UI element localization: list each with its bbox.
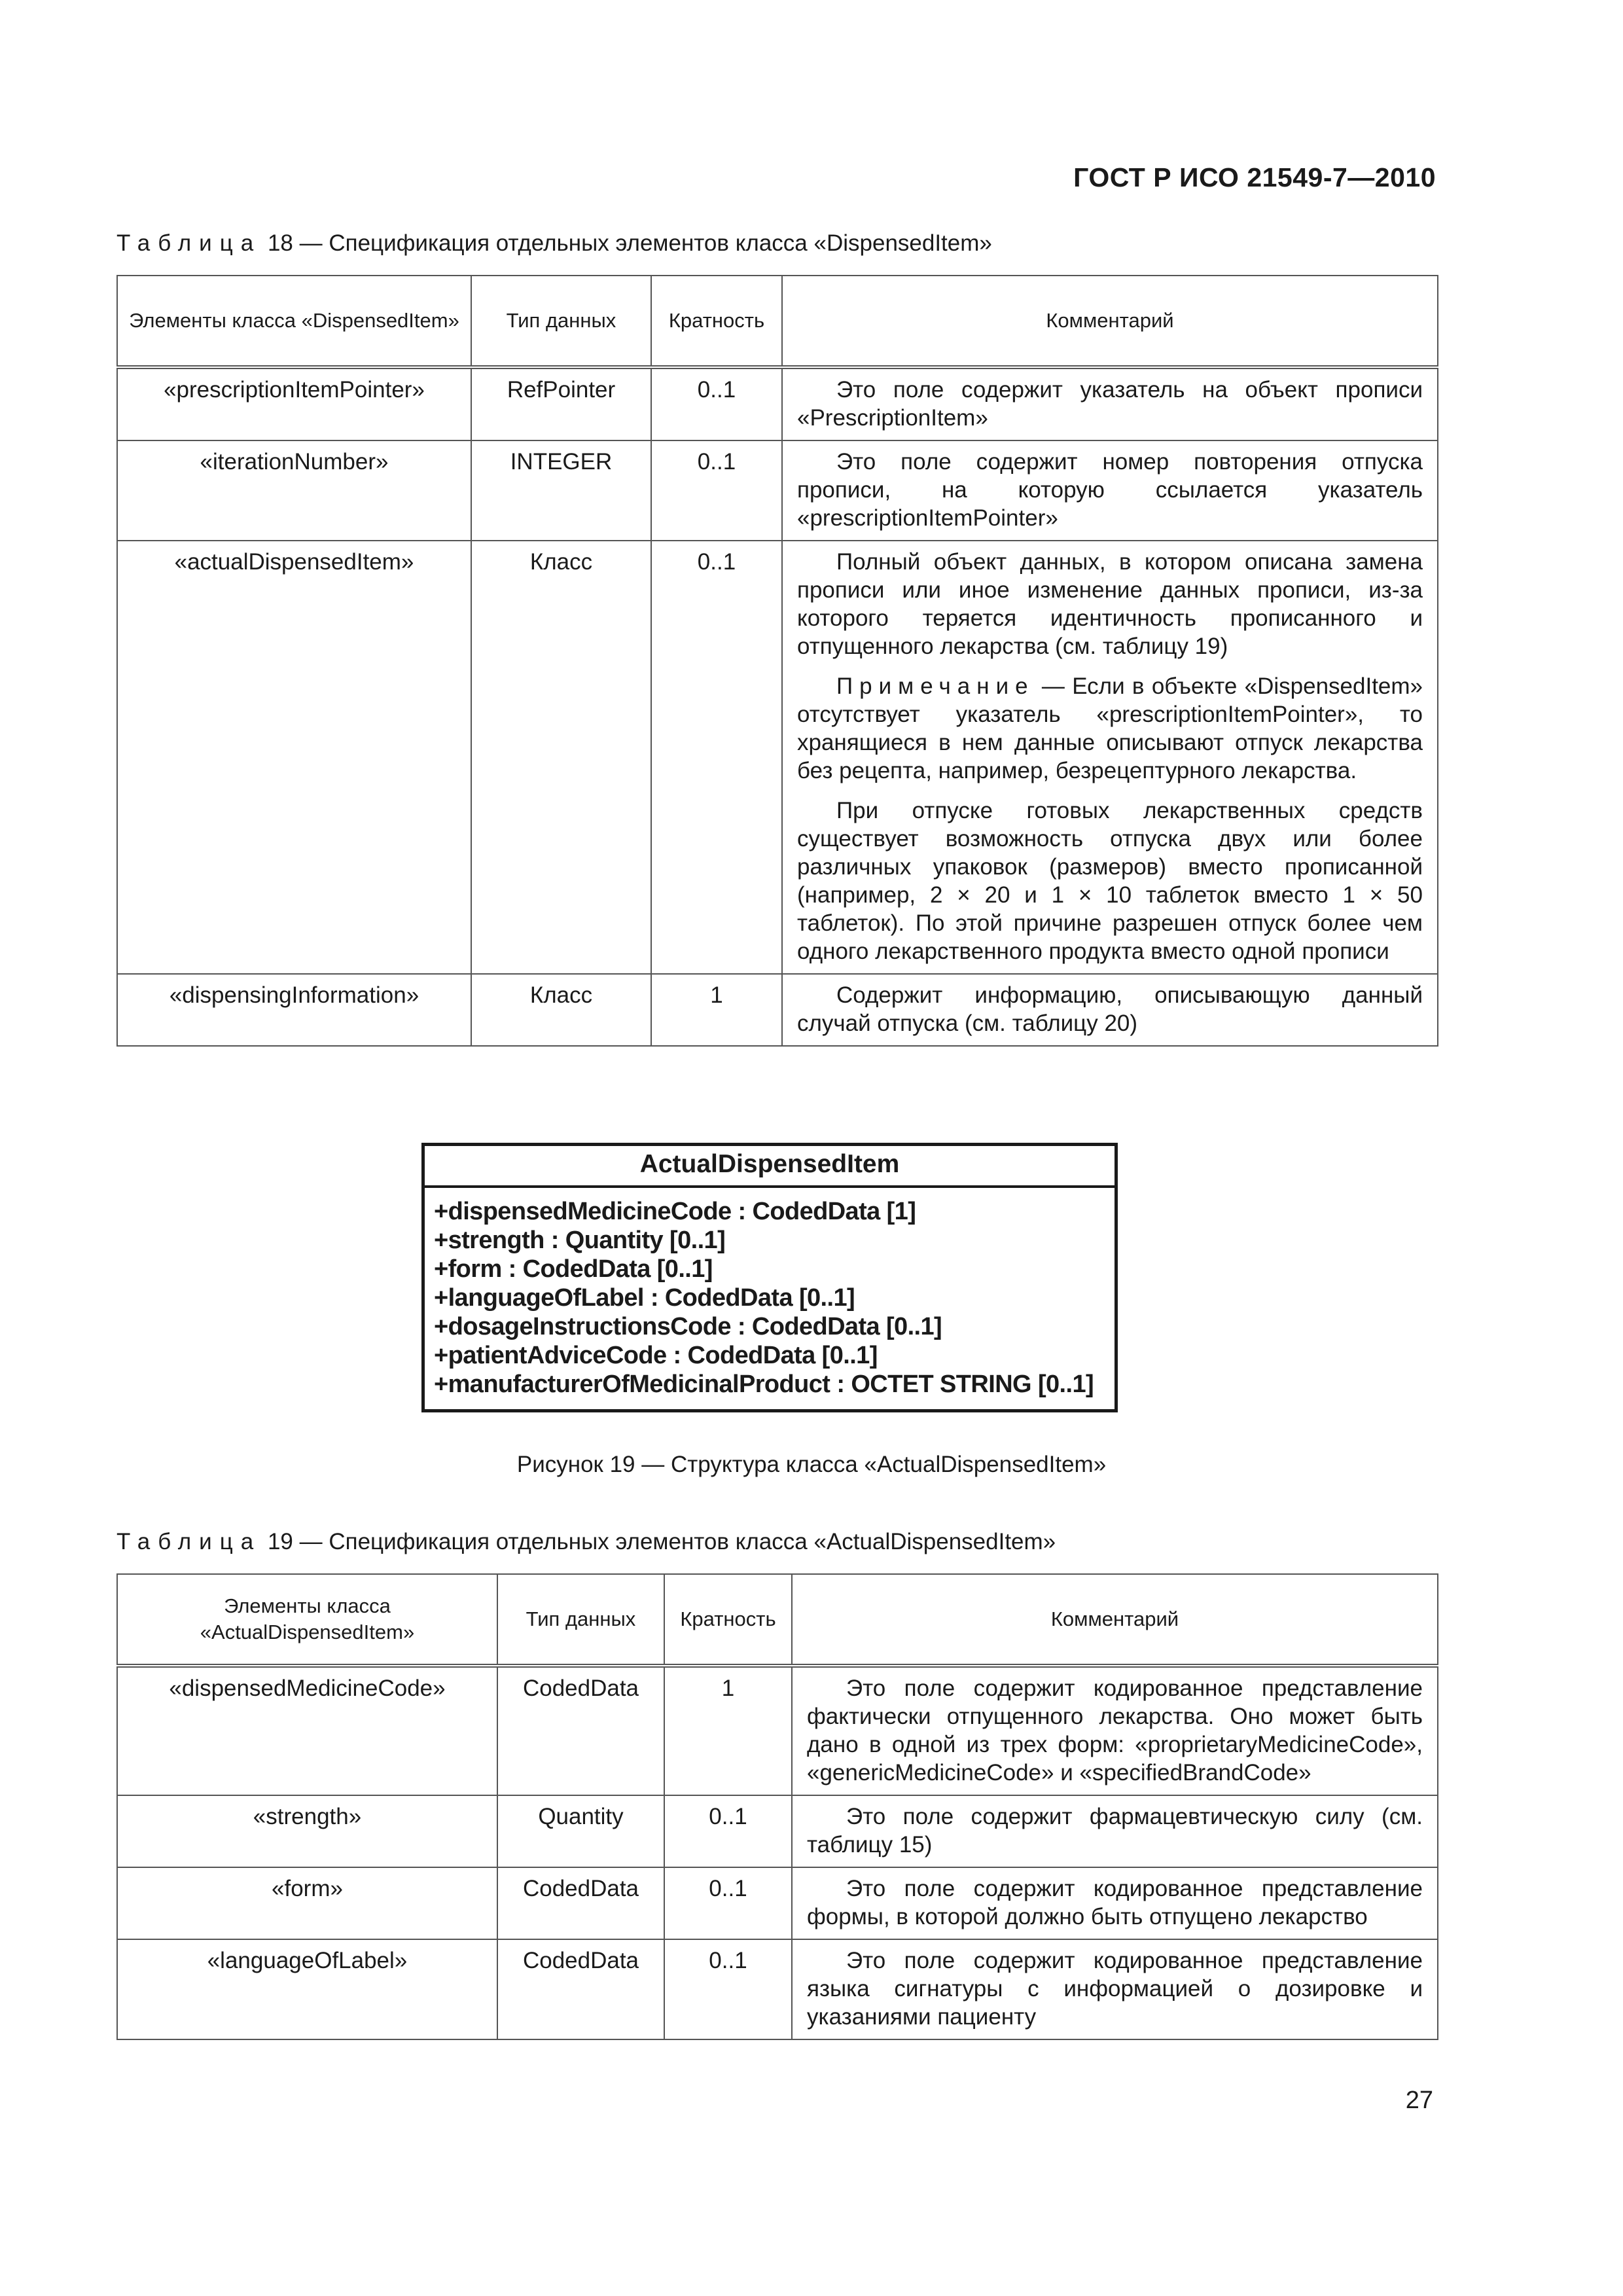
cell-element-name: «strength» xyxy=(117,1795,497,1867)
table-row xyxy=(117,1795,1438,1867)
uml-attribute: +languageOfLabel : CodedData [0..1] xyxy=(434,1284,855,1312)
table-19-caption-rest: 19 — Спецификация отдельных элементов класса «ActualDispensedItem» xyxy=(261,1529,1056,1554)
col-header-type: Тип данных xyxy=(497,1574,664,1666)
cell-comment xyxy=(782,440,1438,541)
cell-comment xyxy=(782,367,1438,440)
table-18-header-row xyxy=(117,276,1438,367)
comment-text: Это поле содержит кодированное представление языка сигнатуры с информацией о дозировке и указаниями пациенту xyxy=(807,1948,1423,2030)
col-header-comment: Комментарий xyxy=(792,1574,1438,1666)
comment-text: Это поле содержит номер повторения отпуска прописи, на которую ссылается указатель «prescriptionItemPointer» xyxy=(797,449,1423,531)
cell-element-name: «prescriptionItemPointer» xyxy=(117,367,471,440)
table-18-caption-rest: 18 — Спецификация отдельных элементов класса «DispensedItem» xyxy=(261,230,992,256)
cell-multiplicity: 1 xyxy=(651,974,782,1046)
cell-comment xyxy=(782,541,1438,974)
col-header-comment: Комментарий xyxy=(782,276,1438,367)
cell-comment xyxy=(792,1795,1438,1867)
cell-data-type: Quantity xyxy=(497,1795,664,1867)
table-row xyxy=(117,440,1438,541)
cell-element-name: «actualDispensedItem» xyxy=(117,541,471,974)
cell-multiplicity: 0..1 xyxy=(651,367,782,440)
cell-element-name: «languageOfLabel» xyxy=(117,1939,497,2039)
col-header-multiplicity: Кратность xyxy=(651,276,782,367)
cell-multiplicity: 0..1 xyxy=(651,440,782,541)
table-row xyxy=(117,541,1438,974)
cell-element-name: «form» xyxy=(117,1867,497,1939)
comment-text: Это поле содержит кодированное представление фактически отпущенного лекарства. Оно может быть дано в одной из трех форм: «proprietaryMedicineCode», «genericMedicineCode» и «specifiedBrandCode» xyxy=(807,1676,1423,1785)
table-row xyxy=(117,1939,1438,2039)
cell-comment xyxy=(782,974,1438,1046)
cell-element-name: «dispensedMedicineCode» xyxy=(117,1666,497,1795)
cell-comment xyxy=(792,1666,1438,1795)
table-19 xyxy=(116,1573,1438,2040)
note-text: — Если в объекте «DispensedItem» отсутствует указатель «prescriptionItemPointer», то хранящиеся в нем данные описывают отпуск лекарства без рецепта, например, безрецептурного лекарства. xyxy=(797,673,1423,783)
page-number: 27 xyxy=(1405,2087,1433,2114)
comment-text: Это поле содержит указатель на объект прописи «PrescriptionItem» xyxy=(797,377,1423,431)
cell-multiplicity: 0..1 xyxy=(651,541,782,974)
cell-element-name: «iterationNumber» xyxy=(117,440,471,541)
comment-text: Это поле содержит фармацевтическую силу (см. таблицу 15) xyxy=(807,1804,1423,1857)
cell-data-type: INTEGER xyxy=(471,440,651,541)
comment-text: Полный объект данных, в котором описана замена прописи или иное изменение данных прописи, из-за которого теряется идентичность прописанного и отпущенного лекарства (см. таблицу 19) xyxy=(797,549,1423,659)
comment-text: Это поле содержит кодированное представление формы, в которой должно быть отпущено лекарство xyxy=(807,1876,1423,1929)
uml-attribute-list xyxy=(425,1188,1115,1409)
cell-data-type: RefPointer xyxy=(471,367,651,440)
uml-attribute: +form : CodedData [0..1] xyxy=(434,1255,713,1283)
standard-code: ГОСТ Р ИСО 21549-7—2010 xyxy=(1073,162,1436,192)
cell-comment xyxy=(792,1867,1438,1939)
uml-attribute: +dispensedMedicineCode : CodedData [1] xyxy=(434,1198,916,1225)
table-18-caption-prefix: Таблица xyxy=(116,230,262,256)
cell-multiplicity: 0..1 xyxy=(664,1939,792,2039)
uml-attribute: +patientAdviceCode : CodedData [0..1] xyxy=(434,1342,878,1369)
col-header-elements: Элементы класса «DispensedItem» xyxy=(117,276,471,367)
uml-class-name: ActualDispensedItem xyxy=(425,1146,1115,1188)
cell-multiplicity: 1 xyxy=(664,1666,792,1795)
table-18 xyxy=(116,275,1438,1047)
note-label: Примечание xyxy=(836,673,1035,699)
cell-multiplicity: 0..1 xyxy=(664,1867,792,1939)
figure-19-caption: Рисунок 19 — Структура класса «ActualDispensedItem» xyxy=(516,1452,1107,1477)
cell-element-name: «dispensingInformation» xyxy=(117,974,471,1046)
cell-data-type: CodedData xyxy=(497,1939,664,2039)
table-row xyxy=(117,974,1438,1046)
table-19-caption xyxy=(116,1529,1056,1555)
cell-data-type: CodedData xyxy=(497,1666,664,1795)
cell-data-type: Класс xyxy=(471,974,651,1046)
col-header-multiplicity: Кратность xyxy=(664,1574,792,1666)
table-19-header-row xyxy=(117,1574,1438,1666)
cell-data-type: Класс xyxy=(471,541,651,974)
uml-attribute: +dosageInstructionsCode : CodedData [0..1] xyxy=(434,1313,942,1340)
table-row xyxy=(117,1867,1438,1939)
col-header-type: Тип данных xyxy=(471,276,651,367)
cell-comment xyxy=(792,1939,1438,2039)
cell-data-type: CodedData xyxy=(497,1867,664,1939)
uml-attribute: +strength : Quantity [0..1] xyxy=(434,1227,726,1254)
uml-class-box xyxy=(421,1143,1118,1412)
table-19-caption-prefix: Таблица xyxy=(116,1529,262,1554)
cell-multiplicity: 0..1 xyxy=(664,1795,792,1867)
comment-text: Содержит информацию, описывающую данный случай отпуска (см. таблицу 20) xyxy=(797,982,1423,1036)
table-row xyxy=(117,1666,1438,1795)
uml-attribute: +manufacturerOfMedicinalProduct : OCTET STRING [0..1] xyxy=(434,1371,1094,1398)
table-row xyxy=(117,367,1438,440)
table-18-caption xyxy=(116,230,992,257)
comment-text: При отпуске готовых лекарственных средств существует возможность отпуска двух или более различных упаковок (размеров) вместо прописанной (например, 2 × 20 и 1 × 10 таблеток вместо 1 × 50 таблеток). По этой причине разрешен отпуск более чем одного лекарственного продукта вместо одной прописи xyxy=(797,798,1423,964)
col-header-elements: Элементы класса «ActualDispensedItem» xyxy=(117,1574,497,1666)
comment-note xyxy=(797,672,1423,785)
